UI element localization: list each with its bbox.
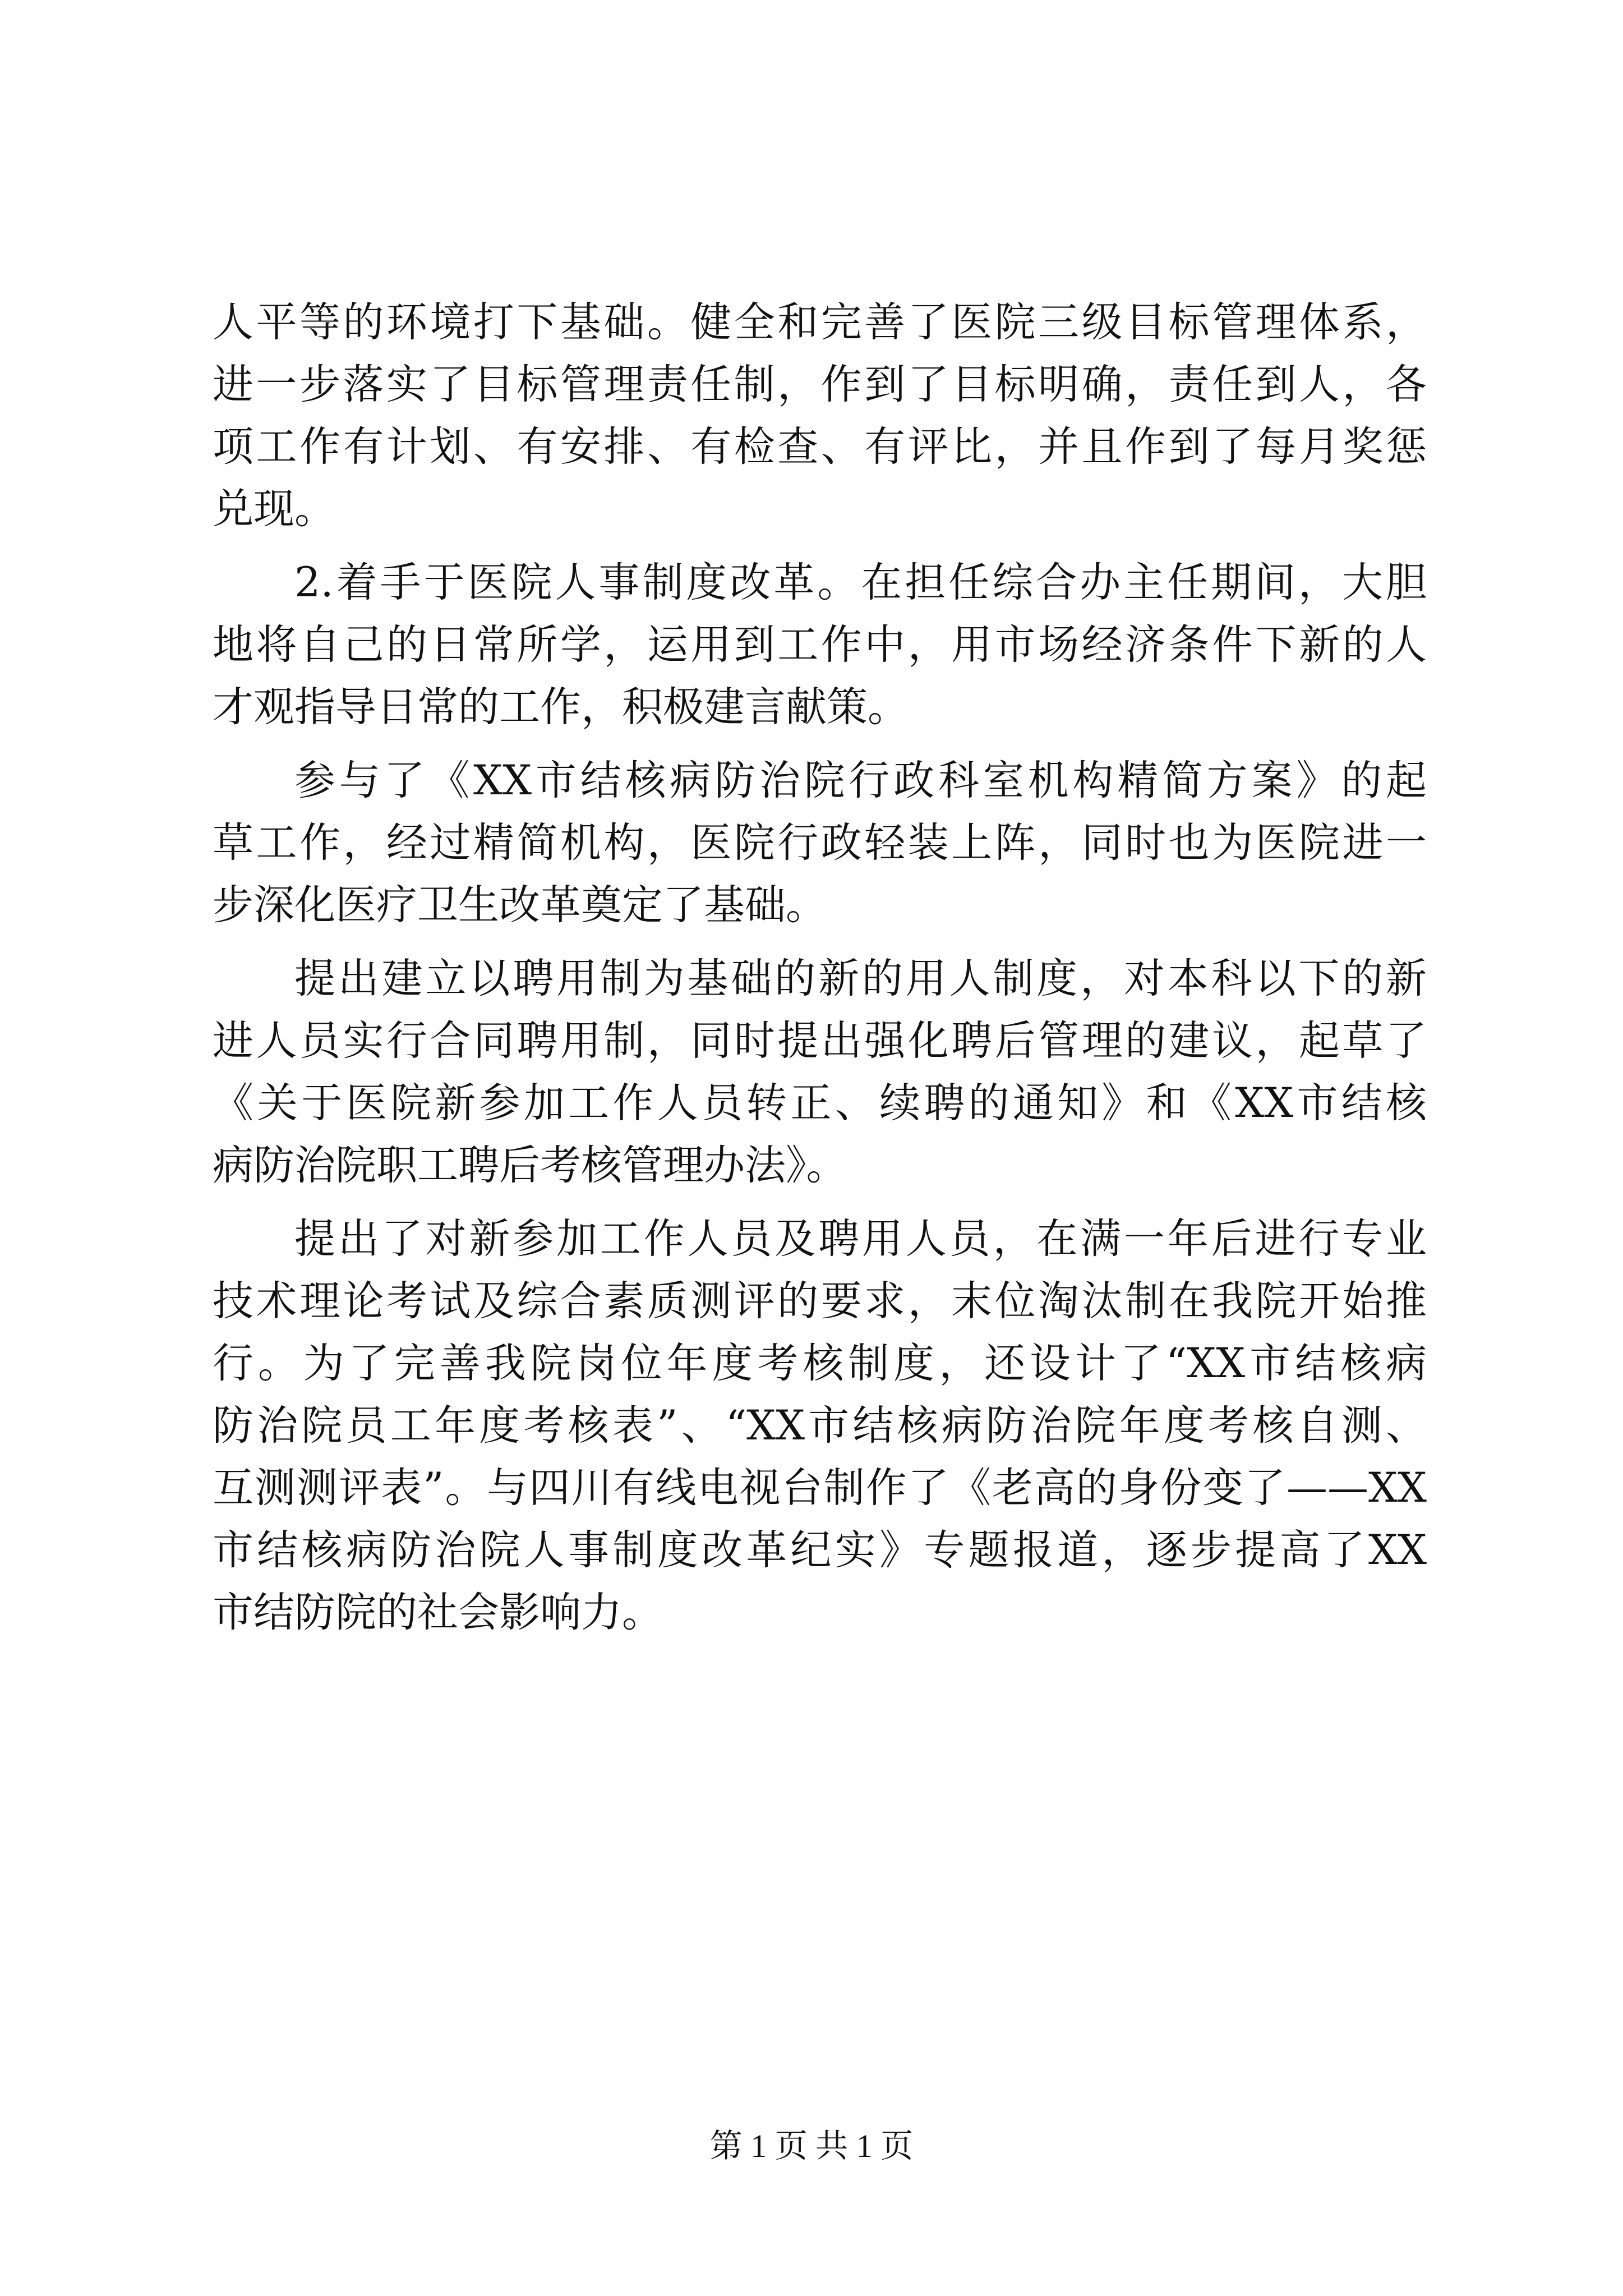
text-line: 提出建立以聘用制为基础的新的用人制度，对本科以下的新 bbox=[294, 955, 1427, 1002]
text-line: 才观指导日常的工作，积极建言献策。 bbox=[213, 683, 909, 731]
paragraph bbox=[213, 551, 1427, 738]
text-line: 防治院员工年度考核表”、“XX市结核病防治院年度考核自测、 bbox=[213, 1402, 1427, 1450]
text-line: 草工作，经过精简机构，医院行政轻装上阵，同时也为医院进一 bbox=[213, 819, 1427, 867]
text-line: 互测测评表”。与四川有线电视台制作了《老高的身份变了——XX bbox=[213, 1464, 1427, 1512]
text-line: 市结防院的社会影响力。 bbox=[213, 1589, 663, 1636]
page-footer: 第 1 页 共 1 页 bbox=[709, 2128, 914, 2164]
paragraph bbox=[213, 947, 1427, 1197]
text-line: 地将自己的日常所学，运用到工作中，用市场经济条件下新的人 bbox=[213, 621, 1427, 669]
text-line: 进人员实行合同聘用制，同时提出强化聘后管理的建议，起草了 bbox=[213, 1017, 1427, 1065]
text-line: 人平等的环境打下基础。健全和完善了医院三级目标管理体系， bbox=[213, 298, 1427, 346]
text-line: 市结核病防治院人事制度改革纪实》专题报道，逐步提高了XX bbox=[213, 1526, 1427, 1574]
text-line: 技术理论考试及综合素质测评的要求，末位淘汰制在我院开始推 bbox=[213, 1277, 1427, 1325]
paragraph bbox=[213, 291, 1427, 540]
text-line: 提出了对新参加工作人员及聘用人员，在满一年后进行专业 bbox=[294, 1215, 1427, 1263]
paragraph bbox=[213, 749, 1427, 936]
text-line: 项工作有计划、有安排、有检查、有评比，并且作到了每月奖惩 bbox=[213, 423, 1427, 471]
text-line: 《关于医院新参加工作人员转正、续聘的通知》和《XX市结核 bbox=[213, 1079, 1427, 1127]
text-line: 进一步落实了目标管理责任制，作到了目标明确，责任到人，各 bbox=[213, 361, 1427, 408]
document-body bbox=[213, 291, 1427, 1655]
paragraph bbox=[213, 1208, 1427, 1644]
text-line: 参与了《XX市结核病防治院行政科室机构精简方案》的起 bbox=[294, 757, 1427, 804]
text-line: 兑现。 bbox=[213, 485, 335, 533]
text-line: 步深化医疗卫生改革奠定了基础。 bbox=[213, 881, 827, 929]
text-line: 2.着手于医院人事制度改革。在担任综合办主任期间，大胆 bbox=[294, 559, 1427, 606]
text-line: 行。为了完善我院岗位年度考核制度，还设计了“XX市结核病 bbox=[213, 1340, 1427, 1387]
text-line: 病防治院职工聘后考核管理办法》。 bbox=[213, 1142, 847, 1189]
